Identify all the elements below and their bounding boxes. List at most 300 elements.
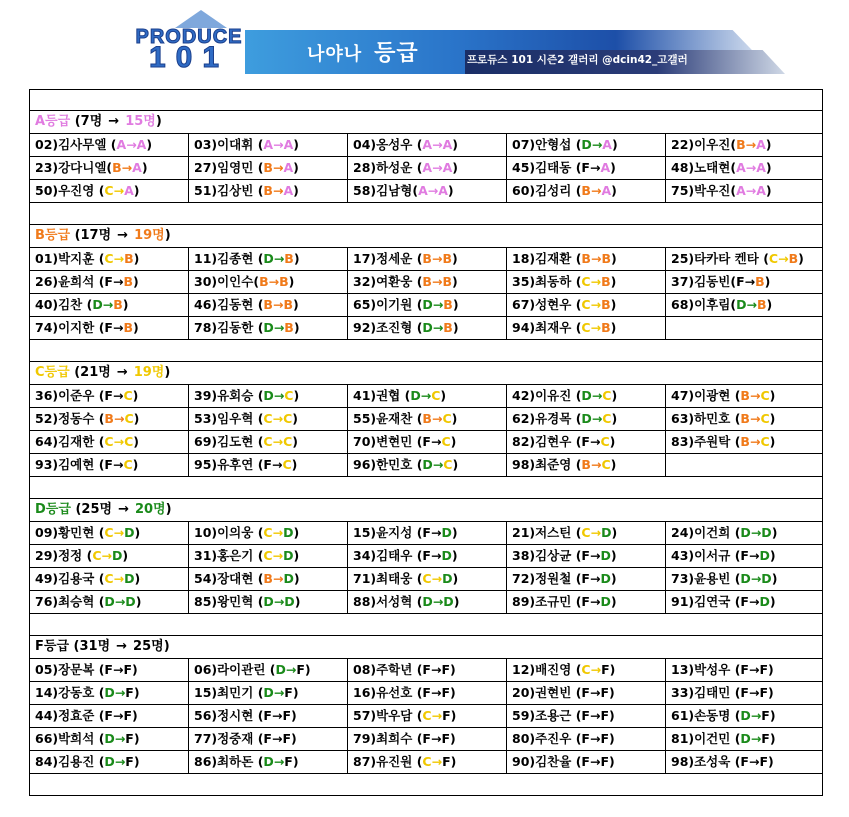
- grade-paren-close: ): [610, 320, 617, 335]
- trainee-name: 12)배진영: [512, 662, 572, 677]
- trainee-name: 94)최재우: [512, 320, 572, 335]
- grade-from: C: [104, 183, 114, 198]
- trainee-name: 87)유진원: [353, 754, 413, 769]
- grade-paren-close: ): [610, 297, 617, 312]
- trainee-cell: [29, 248, 188, 270]
- grade-to: A: [132, 160, 142, 175]
- grade-paren-open: (: [730, 708, 741, 723]
- grade-paren-close: ): [768, 754, 774, 769]
- grade-arrow: →: [432, 297, 444, 312]
- grade-arrow: →: [749, 434, 761, 449]
- grade-paren-close: ): [293, 160, 299, 175]
- grade-arrow: →: [271, 708, 283, 723]
- trainee-cell: [665, 271, 823, 293]
- grade-arrow: →: [590, 662, 602, 677]
- grade-from: D: [104, 754, 115, 769]
- spacer-row: [29, 774, 823, 796]
- grade-to: B: [124, 251, 134, 266]
- grade-arrow: →: [113, 571, 125, 586]
- grade-to: A: [442, 160, 453, 175]
- grade-arrow: →: [750, 731, 762, 746]
- grade-arrow: →: [745, 137, 757, 152]
- trainee-cell: [29, 682, 188, 704]
- trainee-cell: [506, 317, 665, 339]
- grade-paren-open: (: [253, 525, 264, 540]
- grade-from: D: [263, 594, 274, 609]
- grade-from: A: [736, 183, 746, 198]
- grade-to: C: [124, 434, 134, 449]
- grade-from: F: [740, 548, 749, 563]
- trainee-name: 67)성현우: [512, 297, 572, 312]
- grade-group-header: [29, 636, 823, 659]
- grade-paren-close: ): [293, 388, 300, 403]
- grade-to: F: [600, 685, 609, 700]
- grade-to: D: [283, 571, 294, 586]
- grade-arrow: →: [112, 320, 124, 335]
- grade-from: F: [104, 457, 113, 472]
- grade-paren-close: ): [610, 571, 617, 586]
- trainee-cell: [506, 682, 665, 704]
- trainee-cell: [29, 591, 188, 613]
- trainee-cell: [188, 134, 347, 156]
- grade-paren-open: (: [94, 320, 105, 335]
- table-row: [29, 568, 823, 591]
- trainee-cell: [506, 134, 665, 156]
- grade-from: D: [263, 251, 274, 266]
- trainee-cell: [506, 157, 665, 179]
- grade-arrow: →: [273, 320, 285, 335]
- grade-paren-open: (: [571, 297, 582, 312]
- trainee-name: 74)이지한: [35, 320, 95, 335]
- grade-from: F: [263, 457, 272, 472]
- paren-close: ): [164, 365, 171, 380]
- trainee-cell: [506, 568, 665, 590]
- trainee-cell: [29, 728, 188, 750]
- grade-arrow: →: [430, 662, 442, 677]
- trainee-name: 63)하민호: [671, 411, 731, 426]
- grade-paren-open: (: [412, 754, 423, 769]
- trainee-name: 20)권현빈: [512, 685, 572, 700]
- grade-from: C: [581, 274, 591, 289]
- grade-paren-close: ): [122, 297, 129, 312]
- count-before: 25명: [81, 502, 113, 517]
- paren-close: ): [163, 639, 170, 654]
- trainee-cell: [506, 408, 665, 430]
- grade-arrow: →: [101, 548, 113, 563]
- trainee-name: 41)권협: [353, 388, 401, 403]
- trainee-cell: [506, 271, 665, 293]
- grade-to: F: [442, 754, 451, 769]
- grade-from: F: [422, 731, 431, 746]
- grade-arrow: →: [749, 388, 761, 403]
- grade-paren-open: (: [412, 594, 423, 609]
- grade-from: D: [410, 388, 421, 403]
- trainee-cell: [506, 180, 665, 202]
- grade-from: D: [422, 457, 433, 472]
- grade-to: A: [602, 137, 612, 152]
- grade-arrow: →: [114, 754, 126, 769]
- paren-close: ): [165, 502, 172, 517]
- grade-paren-open: (: [94, 434, 105, 449]
- table-row: [29, 317, 823, 340]
- trainee-name: 18)김재환: [512, 251, 572, 266]
- table-row: [29, 728, 823, 751]
- trainee-name: 15)윤지성: [353, 525, 413, 540]
- grade-to: F: [296, 662, 305, 677]
- trainee-name: 70)변현민: [353, 434, 413, 449]
- grade-label: F등급: [35, 639, 69, 654]
- grade-to: A: [136, 137, 147, 152]
- trainee-cell: [506, 728, 665, 750]
- grade-arrow: →: [748, 594, 760, 609]
- grade-paren-close: ): [293, 525, 300, 540]
- grade-arrow: →: [589, 754, 601, 769]
- trainee-name: 42)이유진: [512, 388, 572, 403]
- grade-to: F: [600, 754, 609, 769]
- trainee-name: 54)장대현: [194, 571, 254, 586]
- grade-from: F: [422, 685, 431, 700]
- trainee-name: 58)김남형: [353, 183, 413, 198]
- grade-paren-open: (: [106, 137, 117, 152]
- grade-arrow: →: [273, 754, 285, 769]
- grade-arrow: →: [112, 274, 124, 289]
- grade-from: D: [736, 297, 747, 312]
- grade-paren-close: ): [610, 457, 617, 472]
- grade-paren-close: ): [293, 548, 300, 563]
- grade-to: A: [756, 183, 766, 198]
- grade-to: B: [123, 320, 133, 335]
- trainee-cell: [665, 294, 823, 316]
- grade-paren-open: (: [253, 137, 264, 152]
- table-row: [29, 294, 823, 317]
- grade-paren-close: ): [610, 251, 617, 266]
- logo-word: PRODUCE: [135, 26, 243, 48]
- trainee-cell: [665, 157, 823, 179]
- grade-to: C: [443, 457, 453, 472]
- trainee-cell: [188, 659, 347, 681]
- grade-paren-open: (: [571, 594, 582, 609]
- grade-arrow: →: [272, 160, 284, 175]
- grade-from: D: [581, 388, 592, 403]
- trainee-name: 50)우진영: [35, 183, 95, 198]
- grade-from: D: [263, 754, 274, 769]
- trainee-cell: [347, 385, 506, 407]
- trainee-cell: [506, 431, 665, 453]
- grade-paren-close: ): [133, 731, 140, 746]
- trainee-name: 38)김상균: [512, 548, 572, 563]
- grade-from: A: [418, 183, 428, 198]
- trainee-cell: [506, 659, 665, 681]
- grade-arrow: →: [746, 297, 757, 312]
- grade-paren-open: (: [94, 388, 105, 403]
- grade-to: C: [123, 457, 133, 472]
- grade-paren-open: (: [571, 137, 582, 152]
- table-row: [29, 157, 823, 180]
- grade-arrow: →: [430, 685, 442, 700]
- grade-label: C등급: [35, 365, 70, 380]
- trainee-cell: [665, 431, 823, 453]
- grade-to: C: [602, 388, 612, 403]
- trainee-name: 89)조규민: [512, 594, 572, 609]
- grade-arrow: →: [748, 548, 760, 563]
- grade-paren-close: ): [450, 685, 456, 700]
- grade-paren-open: (: [253, 388, 264, 403]
- grade-paren-open: (: [94, 457, 105, 472]
- trainee-cell: [506, 591, 665, 613]
- grade-from: B: [581, 457, 591, 472]
- grade-from: D: [422, 594, 433, 609]
- grade-to: B: [755, 274, 765, 289]
- trainee-name: 03)이대휘: [194, 137, 254, 152]
- grade-to: B: [788, 251, 799, 266]
- grade-to: F: [125, 685, 134, 700]
- table-row: [29, 659, 823, 682]
- trainee-cell: [347, 271, 506, 293]
- trainee-name: 26)윤희석: [35, 274, 95, 289]
- trainee-name: 48)노태현: [671, 160, 731, 175]
- grade-paren-close: ): [134, 525, 141, 540]
- trainee-name: 05)장문복: [35, 662, 95, 677]
- grade-from: C: [422, 571, 432, 586]
- grade-arrow: →: [112, 662, 124, 677]
- grade-to: F: [761, 708, 770, 723]
- grade-from: F: [740, 594, 749, 609]
- trainee-name: 40)김찬: [35, 297, 83, 312]
- banner-title-grade: 등급: [374, 41, 419, 66]
- grade-paren-open: (: [253, 411, 264, 426]
- grade-from: F: [263, 731, 272, 746]
- grade-paren-open: (: [758, 251, 769, 266]
- trainee-cell: [665, 682, 823, 704]
- grade-paren-open: (: [412, 525, 423, 540]
- count-before: 17명: [80, 228, 112, 243]
- grade-from: C: [263, 411, 273, 426]
- grade-paren-open: (: [412, 411, 423, 426]
- grade-paren-open: (: [94, 525, 105, 540]
- grade-paren-open: (: [730, 685, 741, 700]
- grade-paren-open: (: [571, 274, 582, 289]
- grade-from: F: [581, 160, 590, 175]
- trainee-name: 35)최동하: [512, 274, 572, 289]
- grade-paren-open: (: [730, 297, 737, 312]
- grade-paren-close: ): [609, 662, 616, 677]
- trainee-name: 98)최준영: [512, 457, 572, 472]
- paren-open: (: [75, 502, 82, 517]
- grade-to: B: [284, 320, 294, 335]
- trainee-cell: [29, 705, 188, 727]
- grade-arrow: →: [589, 571, 601, 586]
- grade-arrow: →: [748, 662, 760, 677]
- grade-to: F: [125, 731, 134, 746]
- trainee-cell: [665, 248, 823, 270]
- trainee-cell: [347, 317, 506, 339]
- trainee-cell: [188, 568, 347, 590]
- grade-paren-close: ): [293, 571, 300, 586]
- trainee-cell: [506, 385, 665, 407]
- grade-arrow: →: [591, 388, 603, 403]
- trainee-name: 49)김용국: [35, 571, 95, 586]
- grade-paren-open: (: [82, 297, 93, 312]
- trainee-name: 96)한민호: [353, 457, 413, 472]
- trainee-cell: [188, 317, 347, 339]
- grade-to: C: [431, 388, 441, 403]
- grade-from: F: [104, 708, 113, 723]
- trainee-name: 83)주원탁: [671, 434, 731, 449]
- trainee-cell: [29, 317, 188, 339]
- grade-paren-close: ): [769, 594, 776, 609]
- table-row: [29, 271, 823, 294]
- trainee-cell: [188, 682, 347, 704]
- grade-from: D: [581, 411, 592, 426]
- grade-paren-close: ): [132, 662, 138, 677]
- grade-paren-close: ): [451, 411, 458, 426]
- grade-from: F: [104, 320, 113, 335]
- grade-paren-open: (: [571, 685, 582, 700]
- grade-to: B: [284, 251, 294, 266]
- grade-paren-close: ): [304, 662, 311, 677]
- grade-to: A: [283, 160, 294, 175]
- grade-paren-open: (: [253, 548, 264, 563]
- grade-from: A: [422, 137, 433, 152]
- grade-paren-open: (: [571, 320, 582, 335]
- grade-arrow: →: [750, 571, 762, 586]
- trainee-name: 43)이서규: [671, 548, 731, 563]
- grade-paren-close: ): [293, 183, 299, 198]
- grade-from: F: [581, 594, 590, 609]
- grade-from: F: [581, 708, 590, 723]
- grade-from: C: [104, 525, 114, 540]
- grade-arrow: →: [589, 434, 601, 449]
- trainee-cell: [29, 294, 188, 316]
- grade-paren-open: (: [571, 708, 582, 723]
- grade-paren-close: ): [288, 274, 295, 289]
- trainee-cell: [347, 157, 506, 179]
- trainee-name: 86)최하돈: [194, 754, 254, 769]
- grade-arrow: →: [590, 183, 602, 198]
- grade-to: A: [756, 160, 766, 175]
- grade-to: A: [283, 137, 294, 152]
- grade-paren-open: (: [571, 548, 582, 563]
- grade-from: B: [259, 274, 269, 289]
- grade-paren-open: (: [730, 274, 737, 289]
- grade-from: F: [263, 708, 272, 723]
- grade-paren-close: ): [765, 137, 772, 152]
- grade-from: C: [104, 251, 114, 266]
- trainee-cell: [347, 431, 506, 453]
- grade-paren-close: ): [293, 137, 299, 152]
- grade-paren-open: (: [730, 160, 737, 175]
- grade-arrow: →: [430, 525, 442, 540]
- grade-from: A: [263, 137, 274, 152]
- grade-from: B: [422, 251, 432, 266]
- grade-paren-close: ): [132, 274, 139, 289]
- grade-paren-close: ): [771, 525, 778, 540]
- grade-arrow: →: [112, 388, 124, 403]
- grade-arrow: →: [590, 525, 602, 540]
- grade-to: F: [125, 754, 134, 769]
- grade-paren-close: ): [133, 754, 140, 769]
- trainee-name: 77)정중재: [194, 731, 254, 746]
- table-row: [29, 385, 823, 408]
- grade-paren-open: (: [571, 183, 582, 198]
- trainee-cell: [188, 157, 347, 179]
- trainee-cell: [347, 134, 506, 156]
- grade-label: D등급: [35, 502, 71, 517]
- spacer-row: [29, 477, 823, 499]
- grade-table: [29, 89, 823, 796]
- grade-arrow: →: [589, 548, 601, 563]
- arrow: →: [116, 639, 128, 654]
- trainee-cell: [29, 522, 188, 544]
- grade-to: A: [442, 137, 453, 152]
- grade-paren-open: (: [412, 183, 419, 198]
- grade-paren-close: ): [452, 571, 459, 586]
- grade-paren-close: ): [451, 251, 458, 266]
- grade-from: F: [104, 662, 113, 677]
- trainee-name: 80)주진우: [512, 731, 572, 746]
- grade-arrow: →: [272, 571, 284, 586]
- grade-arrow: →: [126, 137, 137, 152]
- grade-to: D: [443, 594, 454, 609]
- trainee-name: 09)황민현: [35, 525, 95, 540]
- grade-arrow: →: [431, 708, 443, 723]
- trainee-name: 31)홍은기: [194, 548, 254, 563]
- grade-arrow: →: [750, 708, 762, 723]
- trainee-name: 95)유후연: [194, 457, 254, 472]
- grade-from: C: [263, 525, 273, 540]
- trainee-cell: [29, 454, 188, 476]
- grade-from: C: [581, 320, 591, 335]
- trainee-name: 15)최민기: [194, 685, 254, 700]
- grade-paren-close: ): [450, 708, 457, 723]
- grade-arrow: →: [749, 411, 761, 426]
- grade-paren-close: ): [132, 457, 139, 472]
- grade-from: C: [581, 662, 591, 677]
- grade-arrow: →: [273, 137, 284, 152]
- grade-paren-close: ): [764, 274, 771, 289]
- grade-paren-open: (: [94, 274, 105, 289]
- grade-paren-open: (: [94, 662, 105, 677]
- trainee-name: 75)박우진: [671, 183, 731, 198]
- grade-paren-open: (: [94, 594, 105, 609]
- grade-from: B: [263, 183, 273, 198]
- header-banner: [105, 8, 780, 74]
- trainee-cell: [188, 294, 347, 316]
- trainee-name: 98)조성욱: [671, 754, 731, 769]
- grade-paren-close: ): [611, 411, 618, 426]
- grade-to: A: [601, 183, 612, 198]
- grade-paren-open: (: [253, 594, 264, 609]
- grade-paren-close: ): [440, 388, 447, 403]
- grade-paren-open: (: [571, 662, 582, 677]
- grade-paren-open: (: [253, 183, 264, 198]
- grade-paren-close: ): [611, 183, 617, 198]
- grade-paren-close: ): [452, 297, 459, 312]
- trainee-cell: [29, 271, 188, 293]
- grade-arrow: →: [750, 525, 762, 540]
- grade-from: B: [263, 571, 273, 586]
- grade-to: F: [123, 708, 132, 723]
- grade-paren-open: (: [571, 571, 582, 586]
- grade-paren-open: (: [253, 274, 260, 289]
- grade-to: C: [601, 457, 611, 472]
- grade-to: C: [123, 388, 133, 403]
- trainee-name: 53)임우혁: [194, 411, 254, 426]
- grade-paren-open: (: [253, 731, 264, 746]
- grade-paren-close: ): [452, 320, 459, 335]
- grade-to: B: [442, 274, 452, 289]
- grade-paren-close: ): [610, 160, 616, 175]
